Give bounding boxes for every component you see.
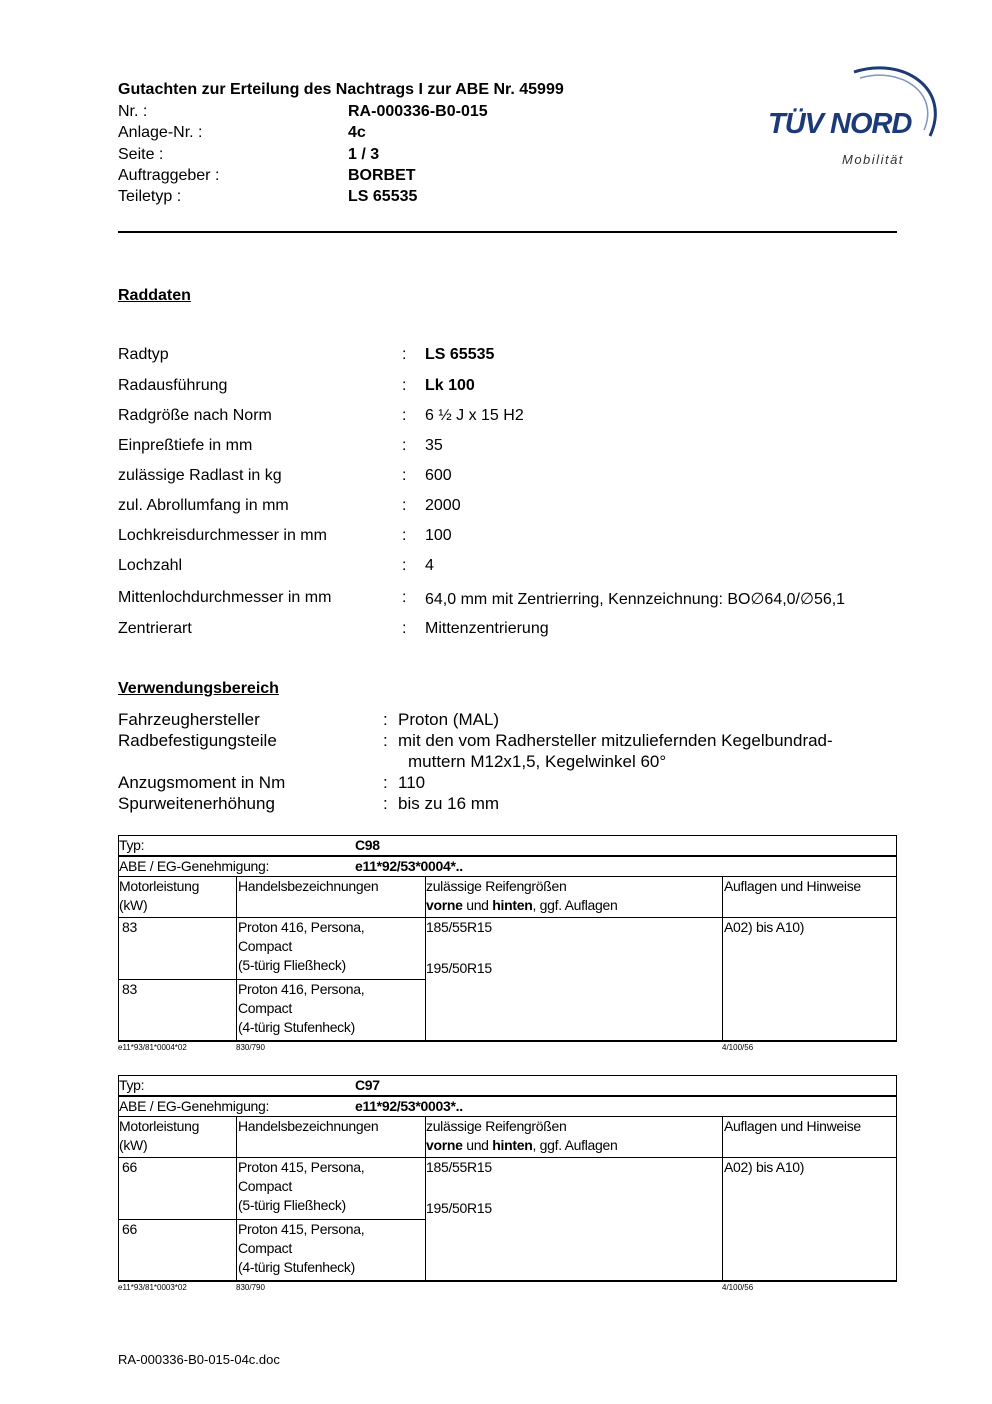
footnote-c: 4/100/56 — [722, 1283, 754, 1292]
verwendung-value: Proton (MAL) — [398, 710, 500, 729]
auflagen-suffix: , ggf. Auflagen — [532, 897, 618, 913]
raddaten-label: Einpreßtiefe in mm — [118, 437, 253, 454]
header-label-teiletyp: Teiletyp : — [118, 188, 182, 205]
abe-value: e11*92/53*0003*.. — [355, 1098, 463, 1114]
tire-size: 195/50R15 — [426, 1200, 492, 1216]
verwendung-value: 110 — [398, 773, 426, 792]
colon: : — [383, 731, 388, 750]
colon: : — [402, 407, 407, 424]
abe-label: ABE / EG-Genehmigung: — [119, 1098, 270, 1114]
row-name-line3: (4-türig Stufenheck) — [238, 1259, 355, 1275]
raddaten-value: 600 — [425, 467, 452, 484]
raddaten-value: 35 — [425, 437, 443, 454]
header-value-seite: 1 / 3 — [348, 146, 380, 163]
row-handelsbezeichnung — [238, 918, 364, 975]
raddaten-value: 64,0 mm mit Zentrierring, Kennzeichnung: BO∅64,0/∅56,1 — [425, 591, 846, 608]
verwendung-value: bis zu 16 mm — [398, 794, 500, 813]
hinten-label: hinten — [492, 897, 533, 913]
header-reifengroessen-line2 — [426, 896, 618, 915]
table-line — [118, 835, 897, 836]
footnote-a: e11*93/81*0003*02 — [118, 1283, 187, 1292]
row-name-line3: (5-türig Fließheck) — [238, 1197, 346, 1213]
raddaten-label: Radtyp — [118, 346, 169, 363]
row-kw: 66 — [122, 1159, 137, 1175]
tire-size: 185/55R15 — [426, 1159, 492, 1175]
table-line — [118, 1075, 897, 1076]
typ-value: C98 — [355, 837, 380, 853]
header-value-auftraggeber: BORBET — [348, 167, 416, 184]
raddaten-heading: Raddaten — [118, 287, 191, 304]
raddaten-value: 100 — [425, 527, 452, 544]
colon: : — [383, 794, 388, 813]
header-motorleistung-line2: (kW) — [119, 897, 148, 913]
header-reifengroessen-line2 — [426, 1136, 618, 1155]
verwendung-label: Anzugsmoment in Nm — [118, 773, 286, 792]
raddaten-label: Lochkreisdurchmesser in mm — [118, 527, 327, 544]
footnote-a: e11*93/81*0004*02 — [118, 1043, 187, 1052]
row-handelsbezeichnung — [238, 1158, 364, 1215]
header-handelsbezeichnungen: Handelsbezeichnungen — [238, 878, 379, 894]
footnote-b: 830/790 — [236, 1043, 265, 1052]
header-motorleistung-line1: Motorleistung — [119, 1118, 200, 1134]
logo-subtitle: Mobilität — [842, 152, 904, 167]
vehicle-table-c97 — [118, 1075, 897, 1295]
header-reifengroessen-line1: zulässige Reifengrößen — [426, 878, 567, 894]
typ-label: Typ: — [119, 837, 145, 853]
table-line — [896, 1075, 897, 1281]
table-line — [118, 1280, 897, 1282]
colon: : — [402, 346, 407, 363]
row-handelsbezeichnung — [238, 1220, 364, 1277]
raddaten-value: LS 65535 — [425, 346, 495, 363]
raddaten-label: Radgröße nach Norm — [118, 407, 272, 424]
header-value-nr: RA-000336-B0-015 — [348, 103, 488, 120]
colon: : — [383, 773, 388, 792]
row-name-line3: (5-türig Fließheck) — [238, 957, 346, 973]
hinweise-value: A02) bis A10) — [724, 919, 805, 935]
verwendung-label: Radbefestigungsteile — [118, 731, 277, 750]
vorne-label: vorne — [426, 897, 463, 913]
raddaten-value: Lk 100 — [425, 377, 475, 394]
header-label-nr: Nr. : — [118, 103, 148, 120]
header-divider — [118, 231, 897, 233]
colon: : — [402, 527, 407, 544]
typ-value: C97 — [355, 1077, 380, 1093]
table-line — [236, 876, 237, 1041]
raddaten-value: 2000 — [425, 497, 461, 514]
row-name-line2: Compact — [238, 1240, 292, 1256]
colon: : — [402, 377, 407, 394]
raddaten-label: Mittenlochdurchmesser in mm — [118, 589, 332, 606]
document-filename: RA-000336-B0-015-04c.doc — [118, 1352, 280, 1367]
header-reifengroessen-line1: zulässige Reifengrößen — [426, 1118, 567, 1134]
colon: : — [402, 589, 407, 606]
header-motorleistung — [119, 1117, 199, 1155]
verwendung-value: mit den vom Radhersteller mitzuliefernden Kegelbundrad- — [398, 731, 833, 750]
row-name-line2: Compact — [238, 938, 292, 954]
colon: : — [383, 710, 388, 729]
header-motorleistung-line2: (kW) — [119, 1137, 148, 1153]
header-handelsbezeichnungen: Handelsbezeichnungen — [238, 1118, 379, 1134]
row-name-line2: Compact — [238, 1000, 292, 1016]
row-name-line1: Proton 416, Persona, — [238, 919, 365, 935]
row-handelsbezeichnung — [238, 980, 364, 1037]
und-label: und — [462, 1137, 493, 1153]
verwendung-label: Spurweitenerhöhung — [118, 794, 275, 813]
raddaten-label: Zentrierart — [118, 620, 192, 637]
header-motorleistung-line1: Motorleistung — [119, 878, 200, 894]
header-reifengroessen — [426, 877, 618, 915]
colon: : — [402, 620, 407, 637]
colon: : — [402, 467, 407, 484]
colon: : — [402, 437, 407, 454]
verwendung-value-cont: muttern M12x1,5, Kegelwinkel 60° — [408, 752, 667, 771]
colon: : — [402, 557, 407, 574]
hinten-label: hinten — [492, 1137, 533, 1153]
raddaten-label: Lochzahl — [118, 557, 183, 574]
verwendungsbereich-heading: Verwendungsbereich — [118, 680, 279, 697]
row-name-line1: Proton 416, Persona, — [238, 981, 365, 997]
row-name-line1: Proton 415, Persona, — [238, 1159, 365, 1175]
tuev-nord-logo — [762, 58, 942, 173]
footnote-c: 4/100/56 — [722, 1043, 754, 1052]
raddaten-label: zul. Abrollumfang in mm — [118, 497, 289, 514]
raddaten-value: 6 ½ J x 15 H2 — [425, 407, 524, 424]
logo-brand: TÜV NORD — [768, 108, 912, 140]
tire-size: 195/50R15 — [426, 960, 492, 976]
typ-label: Typ: — [119, 1077, 145, 1093]
row-kw: 83 — [122, 919, 137, 935]
header-value-anlage: 4c — [348, 124, 366, 141]
verwendung-label: Fahrzeughersteller — [118, 710, 260, 729]
abe-label: ABE / EG-Genehmigung: — [119, 858, 270, 874]
table-line — [722, 1116, 723, 1281]
header-label-auftraggeber: Auftraggeber : — [118, 167, 220, 184]
row-name-line3: (4-türig Stufenheck) — [238, 1019, 355, 1035]
raddaten-value: Mittenzentrierung — [425, 620, 549, 637]
row-name-line1: Proton 415, Persona, — [238, 1221, 365, 1237]
header-auflagen: Auflagen und Hinweise — [724, 1118, 861, 1134]
und-label: und — [462, 897, 493, 913]
vorne-label: vorne — [426, 1137, 463, 1153]
tire-size: 185/55R15 — [426, 919, 492, 935]
abe-value: e11*92/53*0004*.. — [355, 858, 463, 874]
colon: : — [402, 497, 407, 514]
auflagen-suffix: , ggf. Auflagen — [532, 1137, 618, 1153]
raddaten-label: Radausführung — [118, 377, 228, 394]
header-label-anlage: Anlage-Nr. : — [118, 124, 203, 141]
row-kw: 66 — [122, 1221, 137, 1237]
header-value-teiletyp: LS 65535 — [348, 188, 418, 205]
row-kw: 83 — [122, 981, 137, 997]
document-title: Gutachten zur Erteilung des Nachtrags I zur ABE Nr. 45999 — [118, 81, 564, 98]
table-line — [896, 835, 897, 1041]
header-reifengroessen — [426, 1117, 618, 1155]
hinweise-value: A02) bis A10) — [724, 1159, 805, 1175]
table-line — [722, 876, 723, 1041]
raddaten-label: zulässige Radlast in kg — [118, 467, 282, 484]
table-line — [118, 1040, 897, 1042]
row-name-line2: Compact — [238, 1178, 292, 1194]
raddaten-value: 4 — [425, 557, 434, 574]
table-line — [236, 1116, 237, 1281]
footnote-b: 830/790 — [236, 1283, 265, 1292]
header-label-seite: Seite : — [118, 146, 164, 163]
header-motorleistung — [119, 877, 199, 915]
header-auflagen: Auflagen und Hinweise — [724, 878, 861, 894]
vehicle-table-c98 — [118, 835, 897, 1055]
